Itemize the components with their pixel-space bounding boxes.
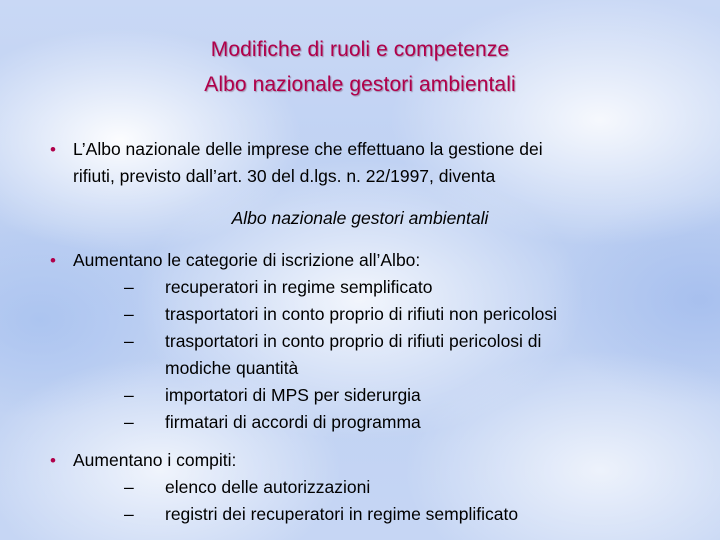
sub-item-text: trasportatori in conto proprio di rifiuti pericolosi di xyxy=(165,331,542,351)
sub-item xyxy=(116,474,690,501)
sub-item-text: firmatari di accordi di programma xyxy=(165,412,421,432)
bullet-item-categorie xyxy=(50,247,690,436)
bullet-icon: • xyxy=(50,451,56,470)
dash-icon: – xyxy=(124,412,134,432)
dash-icon: – xyxy=(124,504,134,524)
dash-icon: – xyxy=(124,331,134,351)
centered-italic-text: Albo nazionale gestori ambientali xyxy=(231,208,489,228)
dash-icon: – xyxy=(124,277,134,297)
bullet-heading: Aumentano i compiti: xyxy=(73,450,237,470)
sub-item-text-continuation: modiche quantità xyxy=(165,358,299,378)
sub-item-text: elenco delle autorizzazioni xyxy=(165,477,371,497)
sub-item-text: trasportatori in conto proprio di rifiuti non pericolosi xyxy=(165,304,557,324)
bullet-icon: • xyxy=(50,251,56,270)
sub-item xyxy=(116,409,690,436)
dash-icon: – xyxy=(124,385,134,405)
sub-item xyxy=(116,328,690,382)
bullet-icon: • xyxy=(50,140,56,159)
slide-title-line-1: Modifiche di ruoli e competenze xyxy=(210,38,510,61)
bullet-heading: Aumentano le categorie di iscrizione all’Albo: xyxy=(73,250,421,270)
slide-title-line-2: Albo nazionale gestori ambientali xyxy=(204,73,516,96)
sub-item xyxy=(116,501,690,528)
sub-item-text: recuperatori in regime semplificato xyxy=(165,277,433,297)
sub-item xyxy=(116,274,690,301)
sub-item-text: importatori di MPS per siderurgia xyxy=(165,385,421,405)
bullet-item-compiti xyxy=(50,447,690,528)
dash-icon: – xyxy=(124,304,134,324)
sub-item xyxy=(116,301,690,328)
bullet-text-line-1: L’Albo nazionale delle imprese che effettuano la gestione dei xyxy=(73,139,543,159)
bullet-item-albo xyxy=(50,136,690,190)
dash-icon: – xyxy=(124,477,134,497)
sub-item-text: registri dei recuperatori in regime semplificato xyxy=(165,504,519,524)
bullet-text-line-2: rifiuti, previsto dall’art. 30 del d.lgs. n. 22/1997, diventa xyxy=(73,166,496,186)
sub-item xyxy=(116,382,690,409)
